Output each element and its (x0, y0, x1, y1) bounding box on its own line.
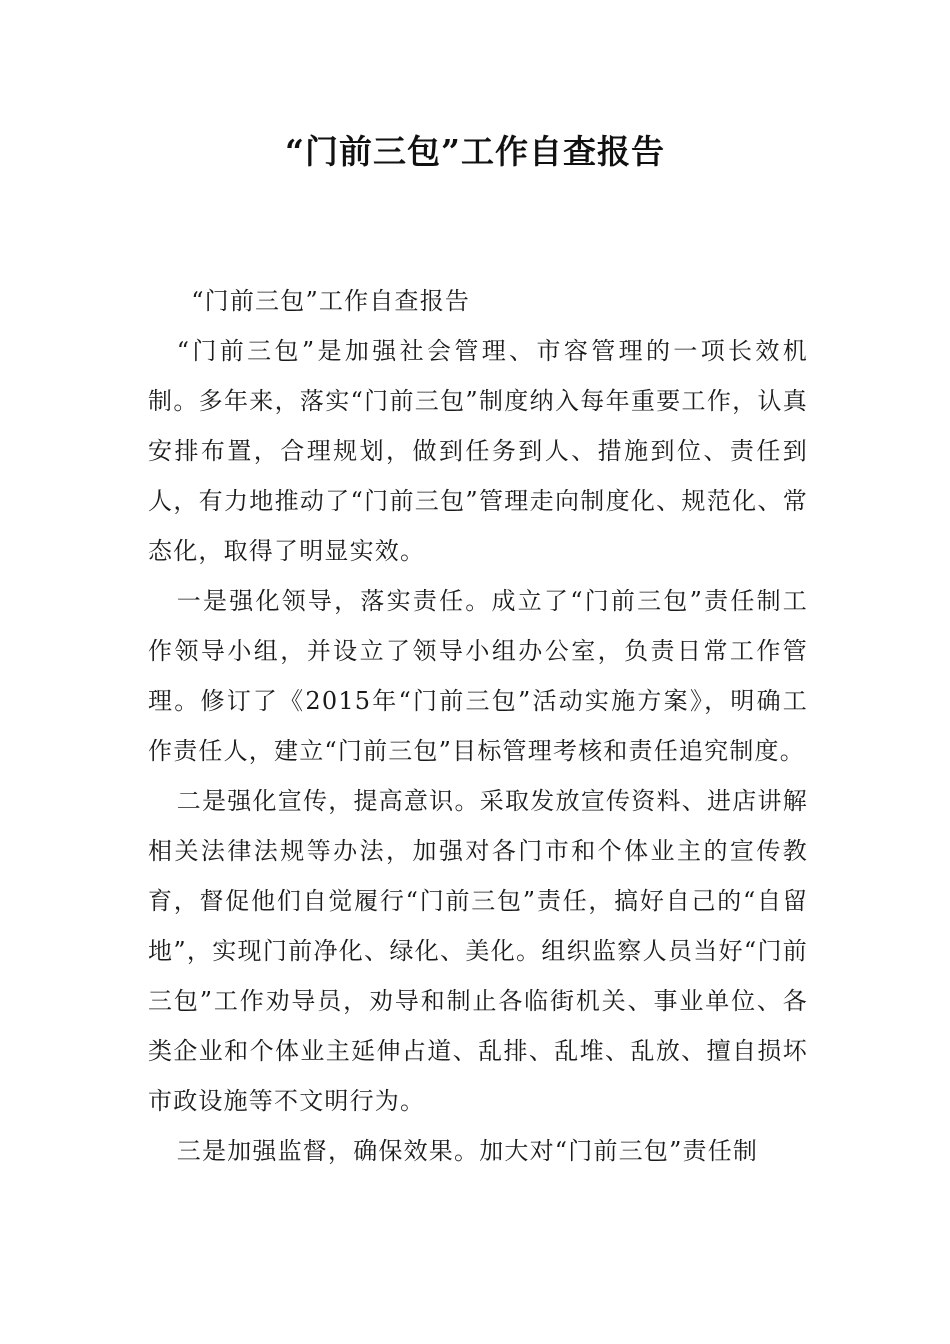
document-title: “门前三包”工作自查报告 (285, 132, 665, 171)
document-body (148, 276, 808, 1176)
paragraph-intro: “门前三包”是加强社会管理、市容管理的一项长效机制。多年来，落实“门前三包”制度纳入每年重要工作，认真安排布置，合理规划，做到任务到人、措施到位、责任到人，有力地推动了“门前三包”管理走向制度化、规范化、常态化，取得了明显实效。 (148, 337, 808, 565)
paragraph-publicity: 二是强化宣传，提高意识。采取发放宣传资料、进店讲解相关法律法规等办法，加强对各门市和个体业主的宣传教育，督促他们自觉履行“门前三包”责任，搞好自己的“自留地”，实现门前净化、绿化、美化。组织监察人员当好“门前三包”工作劝导员，劝导和制止各临街机关、事业单位、各类企业和个体业主延伸占道、乱排、乱堆、乱放、擅自损坏市政设施等不文明行为。 (148, 787, 808, 1115)
paragraph-supervision: 三是加强监督，确保效果。加大对“门前三包”责任制 (176, 1137, 759, 1165)
document-subtitle: “门前三包”工作自查报告 (191, 287, 471, 315)
paragraph-leadership: 一是强化领导，落实责任。成立了“门前三包”责任制工作领导小组，并设立了领导小组办公室，负责日常工作管理。修订了《2015年“门前三包”活动实施方案》，明确工作责任人，建立“门前三包”目标管理考核和责任追究制度。 (148, 587, 808, 765)
